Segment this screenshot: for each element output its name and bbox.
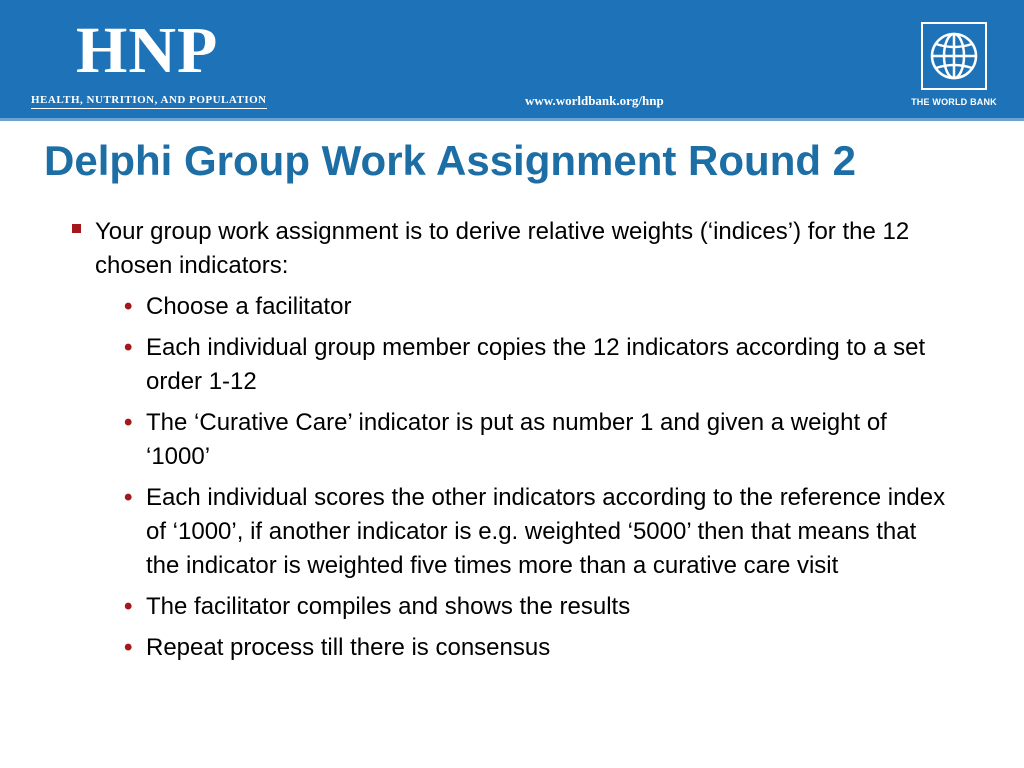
sub-bullet xyxy=(72,631,946,665)
dot-bullet-icon: • xyxy=(124,409,133,436)
sub-bullet xyxy=(72,331,946,399)
slide-title: Delphi Group Work Assignment Round 2 xyxy=(44,137,857,184)
sub-bullet-text: The ‘Curative Care’ indicator is put as number 1 and given a weight of ‘1000’ xyxy=(146,409,887,470)
main-bullet xyxy=(72,215,955,283)
dot-bullet-icon: • xyxy=(124,334,133,361)
sub-bullet xyxy=(72,290,946,324)
slide-content xyxy=(72,215,972,665)
sub-bullet xyxy=(72,406,946,474)
sub-bullet-text: Repeat process till there is consensus xyxy=(146,634,551,661)
hnp-logo-subtitle: HEALTH, NUTRITION, AND POPULATION xyxy=(31,94,267,109)
world-bank-label: THE WORLD BANK xyxy=(911,97,997,107)
square-bullet-icon xyxy=(72,224,81,233)
sub-bullet xyxy=(72,590,946,624)
dot-bullet-icon: • xyxy=(124,484,133,511)
sub-bullet xyxy=(72,481,946,583)
sub-bullet-text: The facilitator compiles and shows the results xyxy=(146,593,631,620)
hnp-logo: HNP xyxy=(76,14,219,87)
dot-bullet-icon: • xyxy=(124,293,133,320)
website-url: www.worldbank.org/hnp xyxy=(525,93,664,108)
sub-bullet-text: Each individual scores the other indicators according to the reference index of ‘1000’, if another indicator is e.g. weighted ‘5000’ then that means that the indicator is weighted five times more than a curative care visit xyxy=(146,484,946,579)
sub-bullet-text: Choose a facilitator xyxy=(146,293,352,320)
sub-bullet-text: Each individual group member copies the 12 indicators according to a set order 1-12 xyxy=(146,334,926,395)
main-bullet-text: Your group work assignment is to derive relative weights (‘indices’) for the 12 chosen indicators: xyxy=(95,218,910,279)
dot-bullet-icon: • xyxy=(124,634,133,661)
world-bank-globe-icon xyxy=(921,22,987,90)
header-divider xyxy=(0,118,1024,121)
dot-bullet-icon: • xyxy=(124,593,133,620)
